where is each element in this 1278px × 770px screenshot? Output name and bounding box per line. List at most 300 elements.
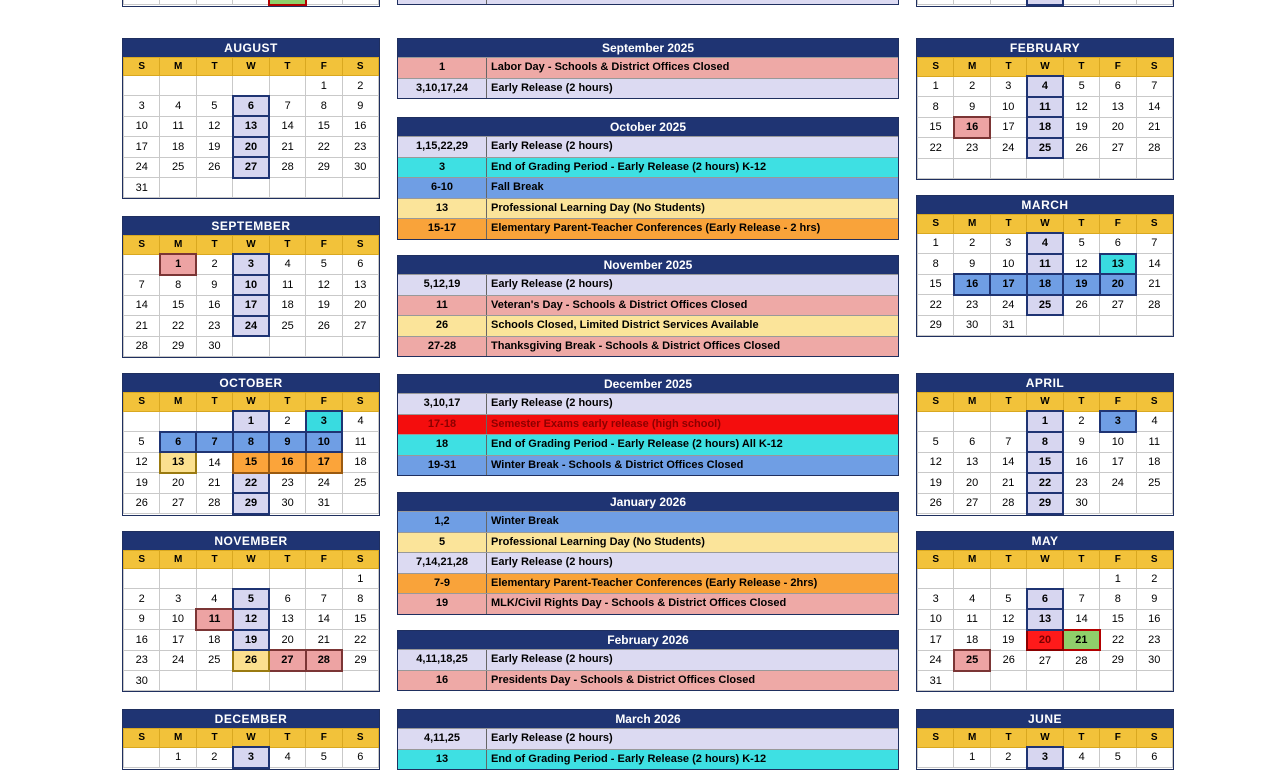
day-cell xyxy=(1136,315,1172,335)
event-row xyxy=(398,749,898,770)
event-block-title: October 2025 xyxy=(398,118,898,136)
event-description: Veteran's Day - Schools & District Offices Closed xyxy=(491,298,748,311)
day-cell: 18 xyxy=(269,295,305,316)
day-cell: 20 xyxy=(1027,630,1063,651)
day-cell xyxy=(124,569,160,589)
day-cell: 24 xyxy=(160,650,196,671)
day-cell: 22 xyxy=(918,138,954,159)
day-cell: 28 xyxy=(269,157,305,178)
day-cell: 21 xyxy=(196,473,232,494)
day-of-week-header: F xyxy=(306,393,342,412)
day-cell: 12 xyxy=(918,452,954,473)
day-cell: 30 xyxy=(954,315,990,335)
day-cell: 17 xyxy=(306,452,342,473)
event-description: Professional Learning Day (No Students) xyxy=(491,535,705,548)
day-of-week-header: S xyxy=(124,551,160,569)
day-of-week-header: T xyxy=(196,729,232,748)
day-cell: 13 xyxy=(269,609,305,630)
day-cell xyxy=(269,0,305,5)
day-cell: 25 xyxy=(160,157,196,178)
day-cell: 10 xyxy=(160,609,196,630)
day-cell: 29 xyxy=(918,315,954,335)
day-cell: 3 xyxy=(306,411,342,432)
day-cell: 3 xyxy=(1100,411,1136,432)
event-dates: 27-28 xyxy=(398,337,487,357)
week-row xyxy=(918,452,1173,473)
day-cell xyxy=(342,671,378,691)
day-of-week-header: W xyxy=(233,551,269,569)
day-of-week-header: S xyxy=(918,58,954,77)
day-cell: 22 xyxy=(306,137,342,158)
week-row xyxy=(918,630,1173,651)
month-title: DECEMBER xyxy=(123,710,379,728)
day-cell: 11 xyxy=(160,116,196,137)
event-row xyxy=(398,157,898,178)
day-of-week-header: F xyxy=(1100,551,1136,569)
day-of-week-header: M xyxy=(160,236,196,255)
day-cell: 7 xyxy=(990,432,1026,453)
day-cell: 2 xyxy=(196,747,232,768)
day-of-week-header: M xyxy=(954,393,990,412)
day-cell: 16 xyxy=(342,116,378,137)
week-row xyxy=(918,411,1173,432)
week-row xyxy=(918,671,1173,691)
day-cell: 9 xyxy=(196,275,232,296)
week-row xyxy=(918,473,1173,494)
day-cell xyxy=(1136,671,1172,691)
event-row xyxy=(398,414,898,435)
day-cell: 12 xyxy=(124,452,160,473)
day-of-week-header: S xyxy=(918,551,954,569)
week-row xyxy=(918,254,1173,275)
day-cell: 29 xyxy=(342,650,378,671)
day-of-week-header: F xyxy=(1100,215,1136,234)
day-of-week-header: T xyxy=(196,393,232,412)
week-row xyxy=(918,76,1173,97)
day-cell: 20 xyxy=(269,630,305,651)
day-cell: 20 xyxy=(342,295,378,316)
day-cell: 5 xyxy=(1100,747,1136,768)
week-row xyxy=(124,178,379,198)
day-cell: 10 xyxy=(918,609,954,630)
day-cell: 29 xyxy=(160,336,196,356)
day-cell: 14 xyxy=(1136,97,1172,118)
day-cell xyxy=(954,158,990,178)
day-cell: 13 xyxy=(342,275,378,296)
day-of-week-header: S xyxy=(1136,393,1172,412)
event-block xyxy=(397,492,899,615)
day-of-week-header: T xyxy=(990,58,1026,77)
week-row xyxy=(124,452,379,473)
day-cell: 14 xyxy=(1063,609,1099,630)
day-cell xyxy=(124,0,160,5)
week-row xyxy=(124,0,379,5)
event-description: Early Release (2 hours) xyxy=(491,278,613,290)
day-cell: 17 xyxy=(918,630,954,651)
day-of-week-header: S xyxy=(342,236,378,255)
day-cell: 7 xyxy=(1063,589,1099,610)
week-row xyxy=(918,315,1173,335)
event-dates: 19 xyxy=(398,594,487,614)
day-cell xyxy=(1136,0,1172,5)
event-dates: 11 xyxy=(398,296,487,316)
event-dates: 4,11,18,25 xyxy=(398,650,487,670)
event-row xyxy=(398,434,898,455)
day-cell xyxy=(1063,671,1099,691)
day-cell: 13 xyxy=(160,452,196,473)
day-cell xyxy=(918,747,954,768)
event-dates: 13 xyxy=(398,750,487,770)
event-dates: 5,12,19 xyxy=(398,275,487,295)
week-row xyxy=(124,589,379,610)
day-cell: 22 xyxy=(233,473,269,494)
event-dates: 3,10,17 xyxy=(398,394,487,414)
day-cell xyxy=(1027,0,1063,5)
event-row xyxy=(398,315,898,336)
day-cell: 5 xyxy=(918,432,954,453)
day-cell: 4 xyxy=(342,411,378,432)
day-of-week-header: T xyxy=(1063,58,1099,77)
week-row xyxy=(918,117,1173,138)
day-cell: 5 xyxy=(306,747,342,768)
week-row xyxy=(124,493,379,514)
event-dates: 1,15,22,29 xyxy=(398,137,487,157)
event-description: MLK/Civil Rights Day - Schools & District Offices Closed xyxy=(491,597,787,609)
day-cell: 30 xyxy=(269,493,305,514)
day-cell xyxy=(1136,158,1172,178)
event-block-title: November 2025 xyxy=(398,256,898,274)
event-description: Early Release (2 hours) xyxy=(491,140,613,152)
event-row xyxy=(398,393,898,414)
event-description: Early Release (2 hours) xyxy=(491,397,613,409)
event-description: End of Grading Period - Early Release (2 hours) K-12 xyxy=(491,752,767,765)
day-cell: 8 xyxy=(1100,589,1136,610)
day-cell xyxy=(1100,493,1136,514)
day-cell: 28 xyxy=(306,650,342,671)
day-cell: 16 xyxy=(269,452,305,473)
day-cell: 13 xyxy=(1100,254,1136,275)
day-of-week-header: F xyxy=(306,729,342,748)
november-mini-calendar xyxy=(122,531,380,692)
day-cell: 16 xyxy=(1063,452,1099,473)
day-cell: 26 xyxy=(990,650,1026,671)
event-dates: 26 xyxy=(398,316,487,336)
day-cell: 21 xyxy=(1136,274,1172,295)
day-of-week-header: M xyxy=(160,393,196,412)
day-cell: 11 xyxy=(1027,97,1063,118)
day-cell: 22 xyxy=(160,316,196,337)
event-row xyxy=(398,670,898,691)
september-mini-calendar xyxy=(122,216,380,358)
day-of-week-header: F xyxy=(1100,393,1136,412)
march-mini-calendar xyxy=(916,195,1174,337)
day-cell: 3 xyxy=(918,589,954,610)
day-cell: 6 xyxy=(1136,747,1172,768)
day-cell xyxy=(306,336,342,356)
day-cell: 17 xyxy=(990,117,1026,138)
day-cell: 23 xyxy=(124,650,160,671)
day-cell: 18 xyxy=(342,452,378,473)
week-row xyxy=(124,336,379,356)
week-row xyxy=(918,493,1173,514)
day-cell: 19 xyxy=(918,473,954,494)
day-cell xyxy=(196,411,232,432)
day-cell: 5 xyxy=(306,254,342,275)
day-of-week-header: W xyxy=(233,58,269,76)
day-cell: 2 xyxy=(954,233,990,254)
day-cell: 6 xyxy=(1100,233,1136,254)
day-cell: 23 xyxy=(1136,630,1172,651)
day-cell: 5 xyxy=(233,589,269,610)
event-dates: 3,10,17,24 xyxy=(398,79,487,99)
day-cell: 14 xyxy=(269,116,305,137)
day-of-week-header: S xyxy=(1136,729,1172,748)
day-cell: 8 xyxy=(1027,432,1063,453)
day-cell: 26 xyxy=(1063,138,1099,159)
day-cell: 4 xyxy=(1027,233,1063,254)
day-cell xyxy=(124,747,160,768)
day-cell: 25 xyxy=(1027,295,1063,316)
day-cell: 21 xyxy=(1063,630,1099,651)
day-cell xyxy=(918,0,954,5)
day-cell: 30 xyxy=(124,671,160,691)
day-cell xyxy=(1027,315,1063,335)
week-row xyxy=(124,569,379,589)
day-cell xyxy=(954,411,990,432)
day-cell: 1 xyxy=(918,76,954,97)
day-cell: 5 xyxy=(124,432,160,453)
day-cell: 3 xyxy=(1027,747,1063,768)
day-cell: 23 xyxy=(954,295,990,316)
day-cell: 27 xyxy=(1100,295,1136,316)
day-cell xyxy=(196,569,232,589)
day-cell: 14 xyxy=(306,609,342,630)
day-cell: 28 xyxy=(1136,295,1172,316)
day-cell: 19 xyxy=(1063,117,1099,138)
week-row xyxy=(918,233,1173,254)
day-cell: 23 xyxy=(196,316,232,337)
week-row xyxy=(124,650,379,671)
day-cell: 26 xyxy=(306,316,342,337)
day-cell: 12 xyxy=(233,609,269,630)
day-cell: 24 xyxy=(233,316,269,337)
day-cell: 2 xyxy=(954,76,990,97)
day-cell: 23 xyxy=(342,137,378,158)
day-cell: 6 xyxy=(342,254,378,275)
day-of-week-header: W xyxy=(1027,729,1063,748)
day-of-week-header: S xyxy=(124,236,160,255)
week-row xyxy=(918,295,1173,316)
week-row xyxy=(918,138,1173,159)
day-cell: 7 xyxy=(1136,76,1172,97)
day-cell: 18 xyxy=(954,630,990,651)
day-cell xyxy=(990,569,1026,589)
day-cell: 30 xyxy=(1136,650,1172,671)
day-cell: 21 xyxy=(1136,117,1172,138)
day-cell: 14 xyxy=(196,452,232,473)
week-row xyxy=(918,650,1173,671)
day-cell xyxy=(269,336,305,356)
event-block-title: December 2025 xyxy=(398,375,898,393)
event-dates: 6-10 xyxy=(398,178,487,198)
day-cell: 2 xyxy=(269,411,305,432)
month-title: SEPTEMBER xyxy=(123,217,379,235)
event-row xyxy=(398,336,898,357)
day-cell: 19 xyxy=(196,137,232,158)
day-cell xyxy=(160,178,196,198)
day-cell: 3 xyxy=(990,76,1026,97)
day-cell: 21 xyxy=(306,630,342,651)
week-row xyxy=(124,295,379,316)
day-cell: 17 xyxy=(160,630,196,651)
day-cell: 24 xyxy=(124,157,160,178)
day-of-week-header: S xyxy=(918,215,954,234)
event-row xyxy=(398,511,898,532)
day-of-week-header: T xyxy=(990,551,1026,569)
event-block xyxy=(397,709,899,770)
day-cell: 20 xyxy=(160,473,196,494)
day-of-week-header: F xyxy=(306,58,342,76)
day-cell: 1 xyxy=(954,747,990,768)
day-cell: 29 xyxy=(233,493,269,514)
day-cell: 27 xyxy=(342,316,378,337)
day-cell xyxy=(160,671,196,691)
day-cell xyxy=(954,0,990,5)
partial-mini-calendar xyxy=(122,0,380,7)
day-cell: 21 xyxy=(269,137,305,158)
event-description: Semester Exams early release (high school) xyxy=(491,417,721,430)
day-of-week-header: F xyxy=(1100,58,1136,77)
day-cell: 19 xyxy=(990,630,1026,651)
day-cell: 15 xyxy=(1027,452,1063,473)
day-cell xyxy=(269,76,305,96)
day-cell: 1 xyxy=(160,747,196,768)
day-cell: 20 xyxy=(1100,117,1136,138)
day-cell xyxy=(124,411,160,432)
day-cell xyxy=(269,178,305,198)
day-cell: 3 xyxy=(160,589,196,610)
day-cell xyxy=(160,0,196,5)
day-cell: 28 xyxy=(1136,138,1172,159)
day-cell: 7 xyxy=(1136,233,1172,254)
event-dates: 16 xyxy=(398,671,487,691)
event-description: Early Release (2 hours) xyxy=(491,556,613,568)
event-dates: 1,2 xyxy=(398,512,487,532)
day-cell xyxy=(1027,158,1063,178)
day-cell: 13 xyxy=(233,116,269,137)
day-cell: 24 xyxy=(306,473,342,494)
day-cell: 4 xyxy=(1063,747,1099,768)
day-of-week-header: S xyxy=(124,393,160,412)
day-cell: 5 xyxy=(1063,76,1099,97)
week-row xyxy=(124,76,379,96)
day-cell: 16 xyxy=(196,295,232,316)
day-cell: 23 xyxy=(1063,473,1099,494)
day-cell: 18 xyxy=(160,137,196,158)
day-cell: 26 xyxy=(1063,295,1099,316)
day-cell xyxy=(918,158,954,178)
event-description: Early Release (2 hours) xyxy=(491,653,613,665)
event-description: Presidents Day - Schools & District Offices Closed xyxy=(491,673,756,686)
day-cell: 30 xyxy=(196,336,232,356)
day-cell: 8 xyxy=(233,432,269,453)
day-cell: 18 xyxy=(1136,452,1172,473)
day-cell: 4 xyxy=(269,254,305,275)
day-cell xyxy=(269,569,305,589)
day-of-week-header: W xyxy=(1027,393,1063,412)
day-of-week-header: T xyxy=(196,236,232,255)
day-cell xyxy=(1063,0,1099,5)
may-mini-calendar xyxy=(916,531,1174,692)
event-description xyxy=(487,0,898,4)
day-cell: 15 xyxy=(918,274,954,295)
day-cell: 17 xyxy=(1100,452,1136,473)
day-cell xyxy=(1063,569,1099,589)
day-cell: 1 xyxy=(918,233,954,254)
event-row xyxy=(398,552,898,573)
day-cell xyxy=(306,0,342,5)
week-row xyxy=(124,411,379,432)
event-row xyxy=(398,455,898,476)
day-cell: 11 xyxy=(1136,432,1172,453)
day-cell: 8 xyxy=(160,275,196,296)
day-cell: 28 xyxy=(124,336,160,356)
day-cell: 6 xyxy=(954,432,990,453)
day-cell xyxy=(1100,315,1136,335)
day-cell: 5 xyxy=(990,589,1026,610)
day-cell: 26 xyxy=(233,650,269,671)
day-cell: 1 xyxy=(342,569,378,589)
day-cell: 8 xyxy=(918,254,954,275)
day-of-week-header: T xyxy=(196,551,232,569)
event-description: Professional Learning Day (No Students) xyxy=(491,201,705,214)
day-cell xyxy=(233,178,269,198)
day-cell: 18 xyxy=(1027,117,1063,138)
day-cell: 25 xyxy=(269,316,305,337)
day-cell xyxy=(918,569,954,589)
day-cell: 17 xyxy=(124,137,160,158)
day-cell: 4 xyxy=(954,589,990,610)
event-row xyxy=(398,177,898,198)
day-cell: 8 xyxy=(342,589,378,610)
day-cell: 22 xyxy=(918,295,954,316)
day-of-week-header: S xyxy=(918,393,954,412)
day-cell: 15 xyxy=(918,117,954,138)
day-cell: 2 xyxy=(342,76,378,96)
week-row xyxy=(918,589,1173,610)
day-cell xyxy=(124,254,160,275)
day-cell: 9 xyxy=(124,609,160,630)
day-cell: 3 xyxy=(233,254,269,275)
day-cell: 2 xyxy=(1063,411,1099,432)
day-cell: 29 xyxy=(306,157,342,178)
event-row xyxy=(398,0,898,4)
day-cell: 19 xyxy=(124,473,160,494)
day-cell: 9 xyxy=(954,97,990,118)
event-row xyxy=(398,573,898,594)
day-cell: 10 xyxy=(306,432,342,453)
day-cell: 19 xyxy=(233,630,269,651)
day-cell xyxy=(233,671,269,691)
day-cell: 30 xyxy=(342,157,378,178)
week-row xyxy=(124,609,379,630)
event-description: Fall Break xyxy=(491,181,544,193)
month-title: NOVEMBER xyxy=(123,532,379,550)
day-of-week-header: T xyxy=(269,58,305,76)
day-cell: 6 xyxy=(269,589,305,610)
event-row xyxy=(398,57,898,78)
event-description: Winter Break - Schools & District Offices Closed xyxy=(491,458,744,471)
